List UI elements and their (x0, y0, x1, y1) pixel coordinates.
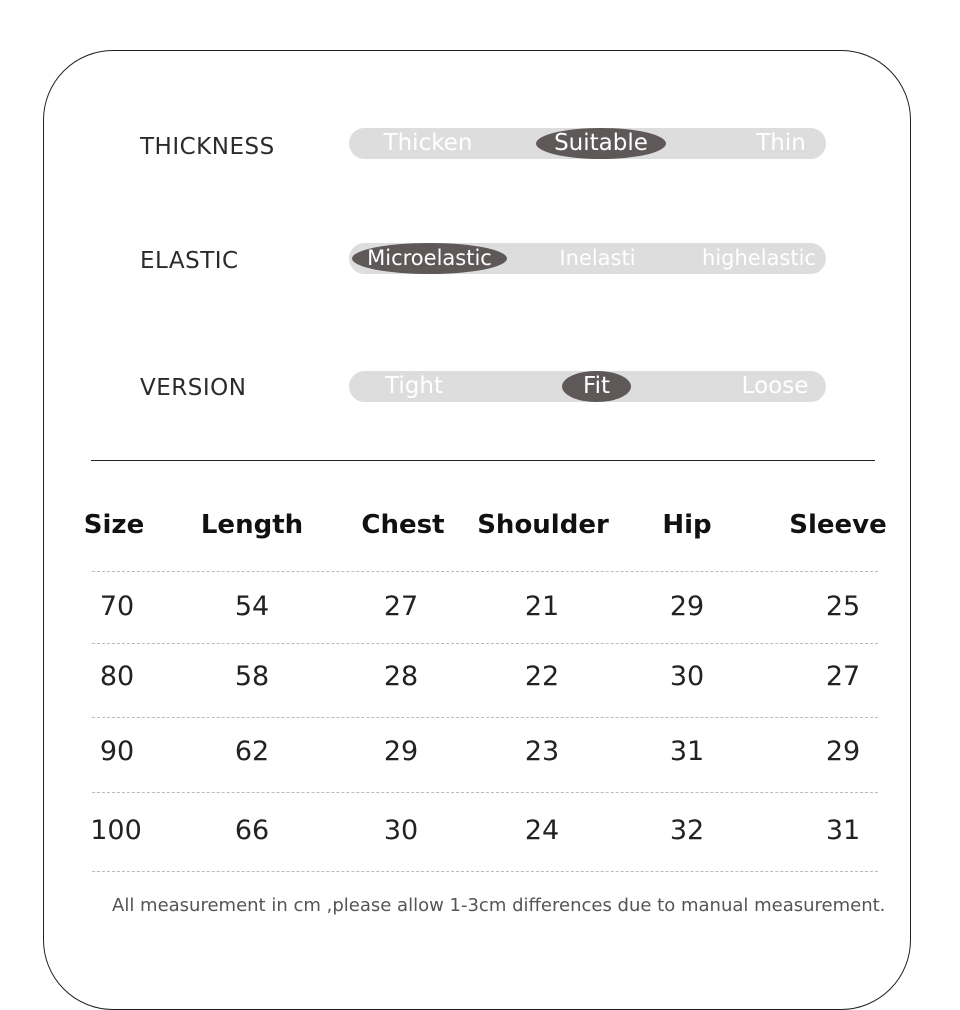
table-cell: 80 (99, 661, 135, 692)
table-cell: 58 (234, 661, 270, 692)
header-length: Length (200, 510, 304, 540)
table-cell: 27 (383, 591, 419, 622)
table-cell: 29 (669, 591, 705, 622)
row-divider (92, 643, 878, 644)
table-cell: 27 (825, 661, 861, 692)
table-cell: 30 (383, 815, 419, 846)
table-cell: 28 (383, 661, 419, 692)
version-option-tight: Tight (385, 373, 443, 399)
table-cell: 24 (524, 815, 560, 846)
header-size: Size (83, 510, 145, 540)
table-cell: 62 (234, 736, 270, 767)
table-cell: 90 (99, 736, 135, 767)
thickness-label: THICKNESS (140, 134, 275, 160)
table-cell: 29 (383, 736, 419, 767)
elastic-scale (349, 243, 826, 274)
table-cell: 31 (825, 815, 861, 846)
version-label: VERSION (140, 375, 247, 401)
header-shoulder: Shoulder (477, 510, 609, 540)
row-divider (92, 571, 878, 572)
measurement-note: All measurement in cm ,please allow 1-3cm differences due to manual measurement. (112, 895, 886, 916)
elastic-label: ELASTIC (140, 248, 239, 274)
thickness-option-thin: Thin (756, 130, 806, 156)
row-divider (92, 792, 878, 793)
thickness-option-suitable-selected: Suitable (536, 128, 666, 159)
table-cell: 25 (825, 591, 861, 622)
table-cell: 54 (234, 591, 270, 622)
row-divider (92, 717, 878, 718)
thickness-option-thicken: Thicken (383, 130, 473, 156)
table-cell: 32 (669, 815, 705, 846)
thickness-scale (349, 128, 826, 159)
table-cell: 31 (669, 736, 705, 767)
table-cell: 100 (90, 815, 142, 846)
header-hip: Hip (662, 510, 712, 540)
header-sleeve: Sleeve (789, 510, 887, 540)
table-cell: 21 (524, 591, 560, 622)
table-cell: 30 (669, 661, 705, 692)
elastic-option-inelastic: Inelasti (559, 246, 636, 270)
table-cell: 66 (234, 815, 270, 846)
table-cell: 23 (524, 736, 560, 767)
version-option-loose: Loose (741, 373, 809, 399)
version-option-fit-selected: Fit (562, 371, 631, 402)
version-scale (349, 371, 826, 402)
table-cell: 70 (99, 591, 135, 622)
elastic-option-microelastic-selected: Microelastic (352, 243, 507, 274)
table-cell: 29 (825, 736, 861, 767)
section-divider (91, 460, 875, 461)
table-cell: 22 (524, 661, 560, 692)
row-divider (92, 871, 878, 872)
header-chest: Chest (361, 510, 445, 540)
elastic-option-highelastic: highelastic (702, 246, 816, 270)
